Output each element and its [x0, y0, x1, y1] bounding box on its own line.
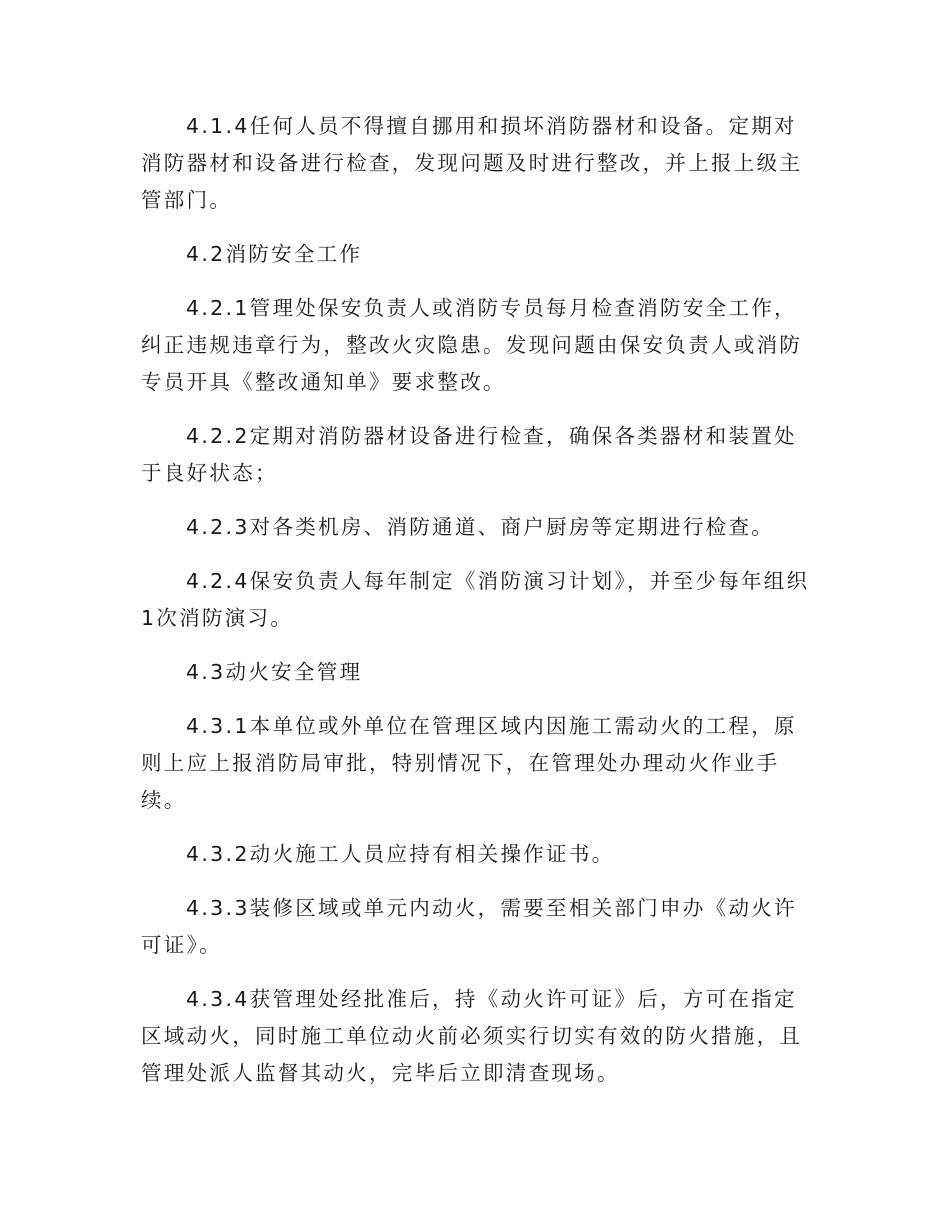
paragraph-4-1-4: 4.1.4任何人员不得擅自挪用和损坏消防器材和设备。定期对消防器材和设备进行检查，发现问题及时进行整改，并上报上级主管部门。: [141, 114, 803, 212]
paragraph-4-3-3: 4.3.3装修区域或单元内动火，需要至相关部门申办《动火许可证》。: [141, 896, 797, 957]
section-heading-4-3: 4.3动火安全管理: [186, 660, 363, 684]
document-body: [141, 108, 813, 1109]
paragraph-4-3-4: 4.3.4获管理处经批准后，持《动火许可证》后，方可在指定区域动火，同时施工单位动火前必须实行切实有效的防火措施，且管理处派人监督其动火，完毕后立即清查现场。: [141, 987, 803, 1085]
section-heading-4-2: 4.2消防安全工作: [186, 242, 363, 266]
paragraph-4-2-1: 4.2.1管理处保安负责人或消防专员每月检查消防安全工作，纠正违规违章行为，整改火灾隐患。发现问题由保安负责人或消防专员开具《整改通知单》要求整改。: [141, 296, 803, 394]
paragraph-4-2-4: 4.2.4保安负责人每年制定《消防演习计划》，并至少每年组织1次消防演习。: [141, 569, 810, 630]
paragraph-4-2-3: 4.2.3对各类机房、消防通道、商户厨房等定期进行检查。: [186, 515, 775, 539]
paragraph-4-3-2: 4.3.2动火施工人员应持有相关操作证书。: [186, 842, 615, 866]
paragraph-4-2-2: 4.2.2定期对消防器材设备进行检查，确保各类器材和装置处于良好状态；: [141, 424, 797, 485]
paragraph-4-3-1: 4.3.1本单位或外单位在管理区域内因施工需动火的工程，原则上应上报消防局审批，特别情况下，在管理处办理动火作业手续。: [141, 714, 797, 812]
